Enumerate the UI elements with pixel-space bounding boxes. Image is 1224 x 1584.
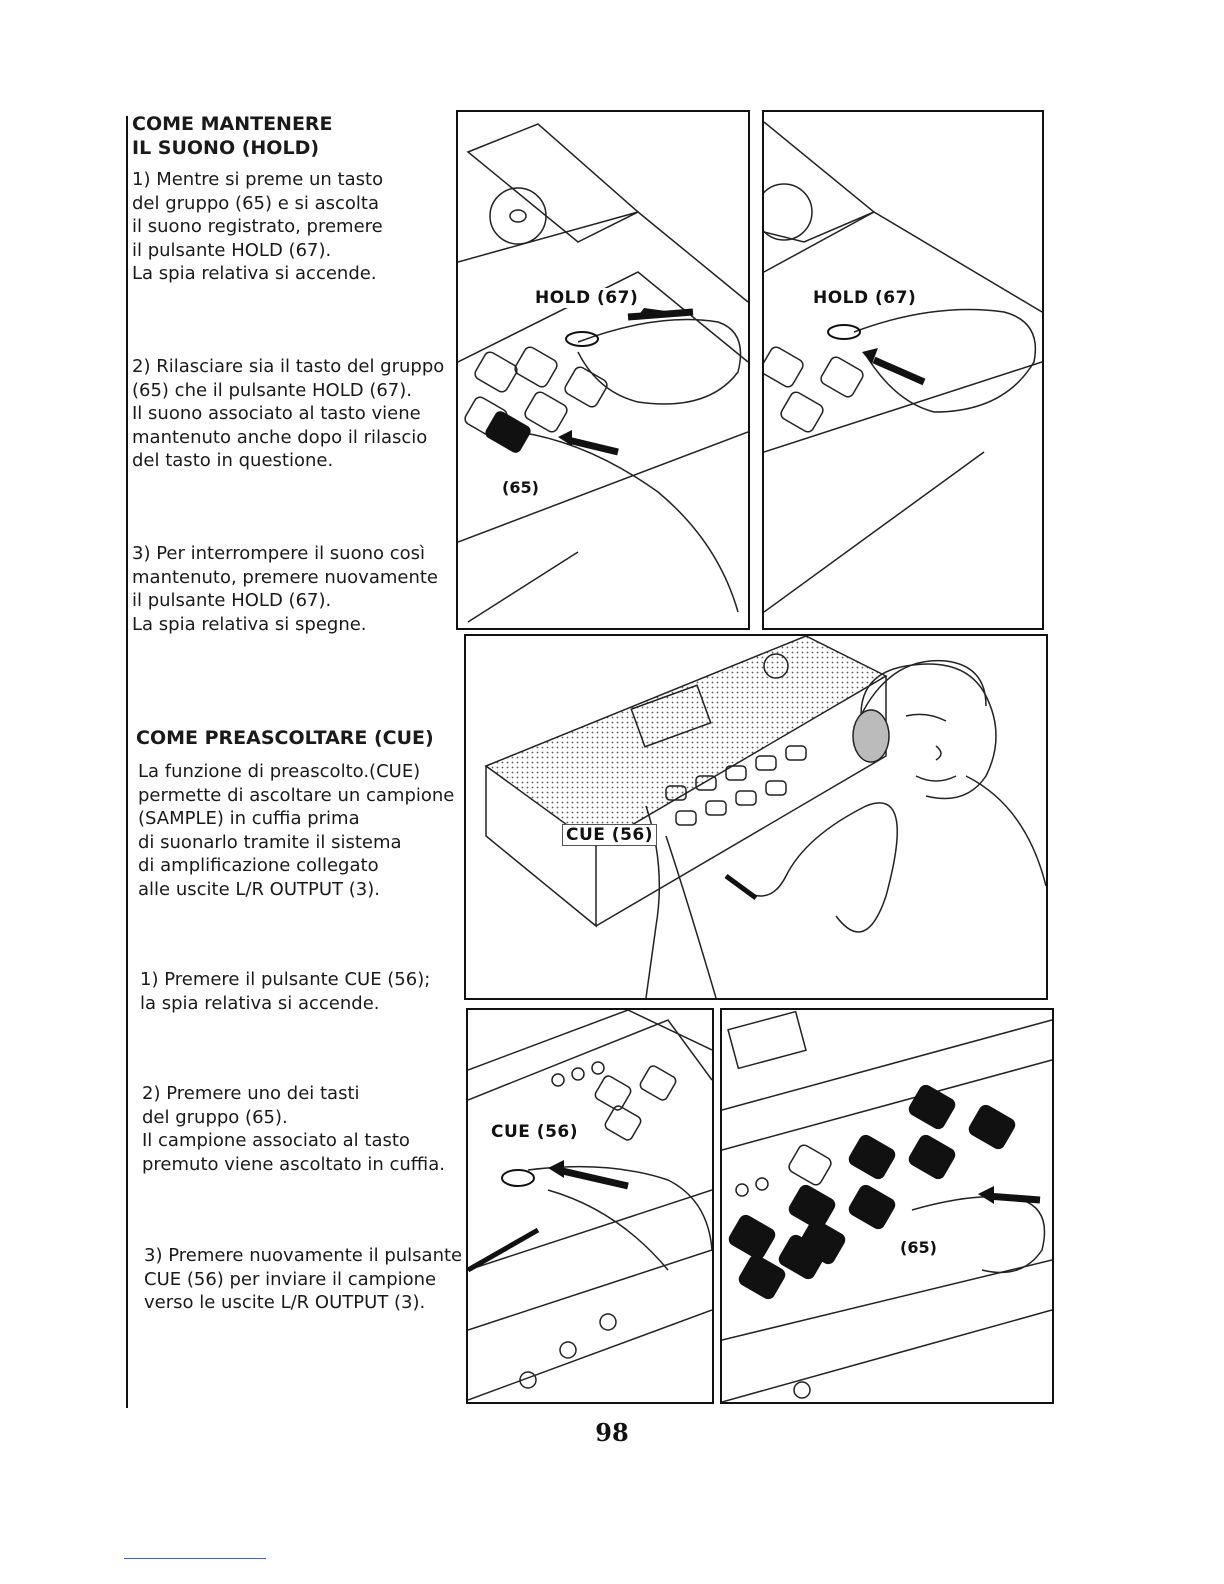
figure-hold-release (762, 110, 1044, 630)
hold-step-2-text: 2) Rilasciare sia il tasto del gruppo (65) che il pulsante HOLD (67). Il suono associato al tasto viene mantenuto anche dopo il rilascio del tasto in questione. (132, 356, 445, 471)
figure-pads-group (720, 1008, 1054, 1404)
figure-cue-press (466, 1008, 714, 1404)
left-margin-rule (126, 116, 128, 1408)
cue-step-2-text: 2) Premere uno dei tasti del gruppo (65). Il campione associato al tasto premuto viene ascoltato in cuffia. (142, 1083, 445, 1175)
hold-callout: HOLD (67) (532, 288, 641, 308)
cue-press-illustration (468, 1010, 712, 1402)
cue-headphones-illustration (466, 636, 1046, 998)
cue-step-1 (140, 968, 466, 1015)
hold-step-3-text: 3) Per interrompere il suono così mantenuto, premere nuovamente il pulsante HOLD (67). La spia relativa si spegne. (132, 543, 439, 635)
cue-step-3-text: 3) Premere nuovamente il pulsante CUE (56) per inviare il campione verso le uscite L/R OUTPUT (3). (144, 1245, 463, 1313)
hold-step-1 (132, 168, 458, 286)
cue-callout: CUE (56) (562, 824, 657, 846)
hold-press-illustration (458, 112, 748, 628)
figure-cue-headphones (464, 634, 1048, 1000)
cue-intro-text: La funzione di preascolto.(CUE) permette di ascoltare un campione (SAMPLE) in cuffia prima di suonarlo tramite il sistema di amplificazione collegato alle uscite L/R OUTPUT (3). (138, 761, 455, 900)
hold-step-1-text: 1) Mentre si preme un tasto del gruppo (65) e si ascolta il suono registrato, premere il pulsante HOLD (67). La spia relativa si accende. (132, 169, 384, 284)
hold-heading: COME MANTENERE IL SUONO (HOLD) (132, 113, 333, 159)
pads-group-illustration (722, 1010, 1052, 1402)
cue-section (136, 726, 462, 750)
hold-step-2 (132, 355, 458, 473)
figure-hold-press (456, 110, 750, 630)
pads-callout-2: (65) (900, 1238, 937, 1257)
cue-step-3 (144, 1244, 470, 1315)
page-number: 98 (595, 1418, 629, 1447)
hold-release-illustration (764, 112, 1042, 628)
cue-heading: COME PREASCOLTARE (CUE) (136, 727, 434, 749)
hold-step-3 (132, 542, 458, 636)
pads-callout: (65) (502, 478, 539, 497)
hold-callout-2: HOLD (67) (810, 288, 919, 308)
cue-intro (138, 760, 464, 901)
cue-callout-2: CUE (56) (488, 1122, 581, 1142)
hold-section (132, 112, 458, 160)
cue-step-2 (142, 1082, 468, 1176)
footer-line (124, 1558, 266, 1559)
cue-step-1-text: 1) Premere il pulsante CUE (56); la spia relativa si accende. (140, 969, 431, 1014)
